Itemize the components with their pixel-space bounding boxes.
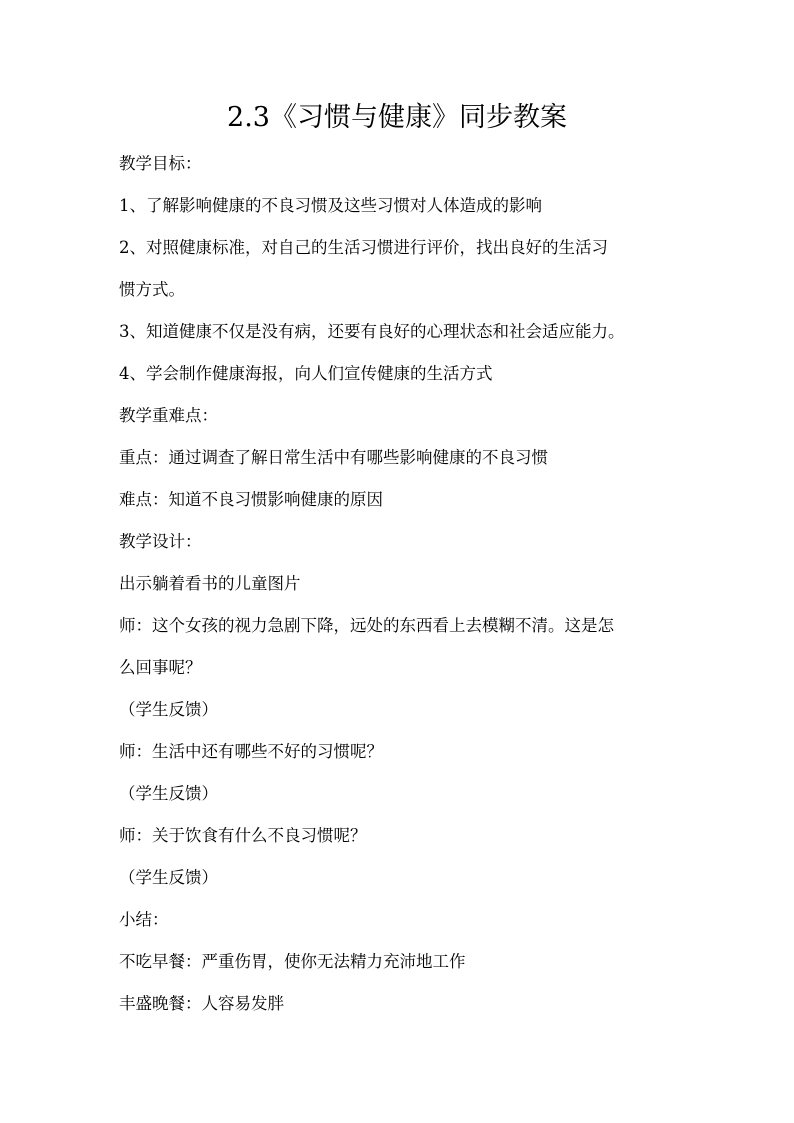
student-feedback-1: （学生反馈）	[119, 700, 218, 719]
document-body	[119, 143, 689, 1025]
teacher-question-1-continued: 么回事呢？	[119, 658, 202, 677]
summary-item-breakfast: 不吃早餐：严重伤胃，使你无法精力充沛地工作	[119, 952, 466, 971]
key-point: 重点：通过调查了解日常生活中有哪些影响健康的不良习惯	[119, 448, 548, 467]
design-step-show-picture: 出示躺着看书的儿童图片	[119, 574, 301, 593]
heading-teaching-goals: 教学目标：	[119, 154, 202, 173]
teacher-question-1: 师：这个女孩的视力急剧下降，远处的东西看上去模糊不清。这是怎	[119, 616, 614, 635]
teacher-question-2: 师：生活中还有哪些不好的习惯呢？	[119, 742, 383, 761]
student-feedback-3: （学生反馈）	[119, 868, 218, 887]
goal-1: 1、了解影响健康的不良习惯及这些习惯对人体造成的影响	[119, 196, 542, 215]
goal-2: 2、对照健康标准，对自己的生活习惯进行评价，找出良好的生活习	[119, 238, 608, 257]
document-title: 2.3《习惯与健康》同步教案	[227, 102, 567, 133]
goal-4: 4、学会制作健康海报，向人们宣传健康的生活方式	[119, 364, 493, 383]
teacher-question-3: 师：关于饮食有什么不良习惯呢？	[119, 826, 367, 845]
difficult-point: 难点：知道不良习惯影响健康的原因	[119, 490, 383, 509]
heading-summary: 小结：	[119, 910, 169, 929]
heading-key-difficult-points: 教学重难点：	[119, 406, 218, 425]
summary-item-dinner: 丰盛晚餐：人容易发胖	[119, 994, 284, 1013]
heading-teaching-design: 教学设计：	[119, 532, 202, 551]
goal-3: 3、知道健康不仅是没有病，还要有良好的心理状态和社会适应能力。	[119, 322, 625, 341]
goal-2-continued: 惯方式。	[119, 280, 185, 299]
student-feedback-2: （学生反馈）	[119, 784, 218, 803]
